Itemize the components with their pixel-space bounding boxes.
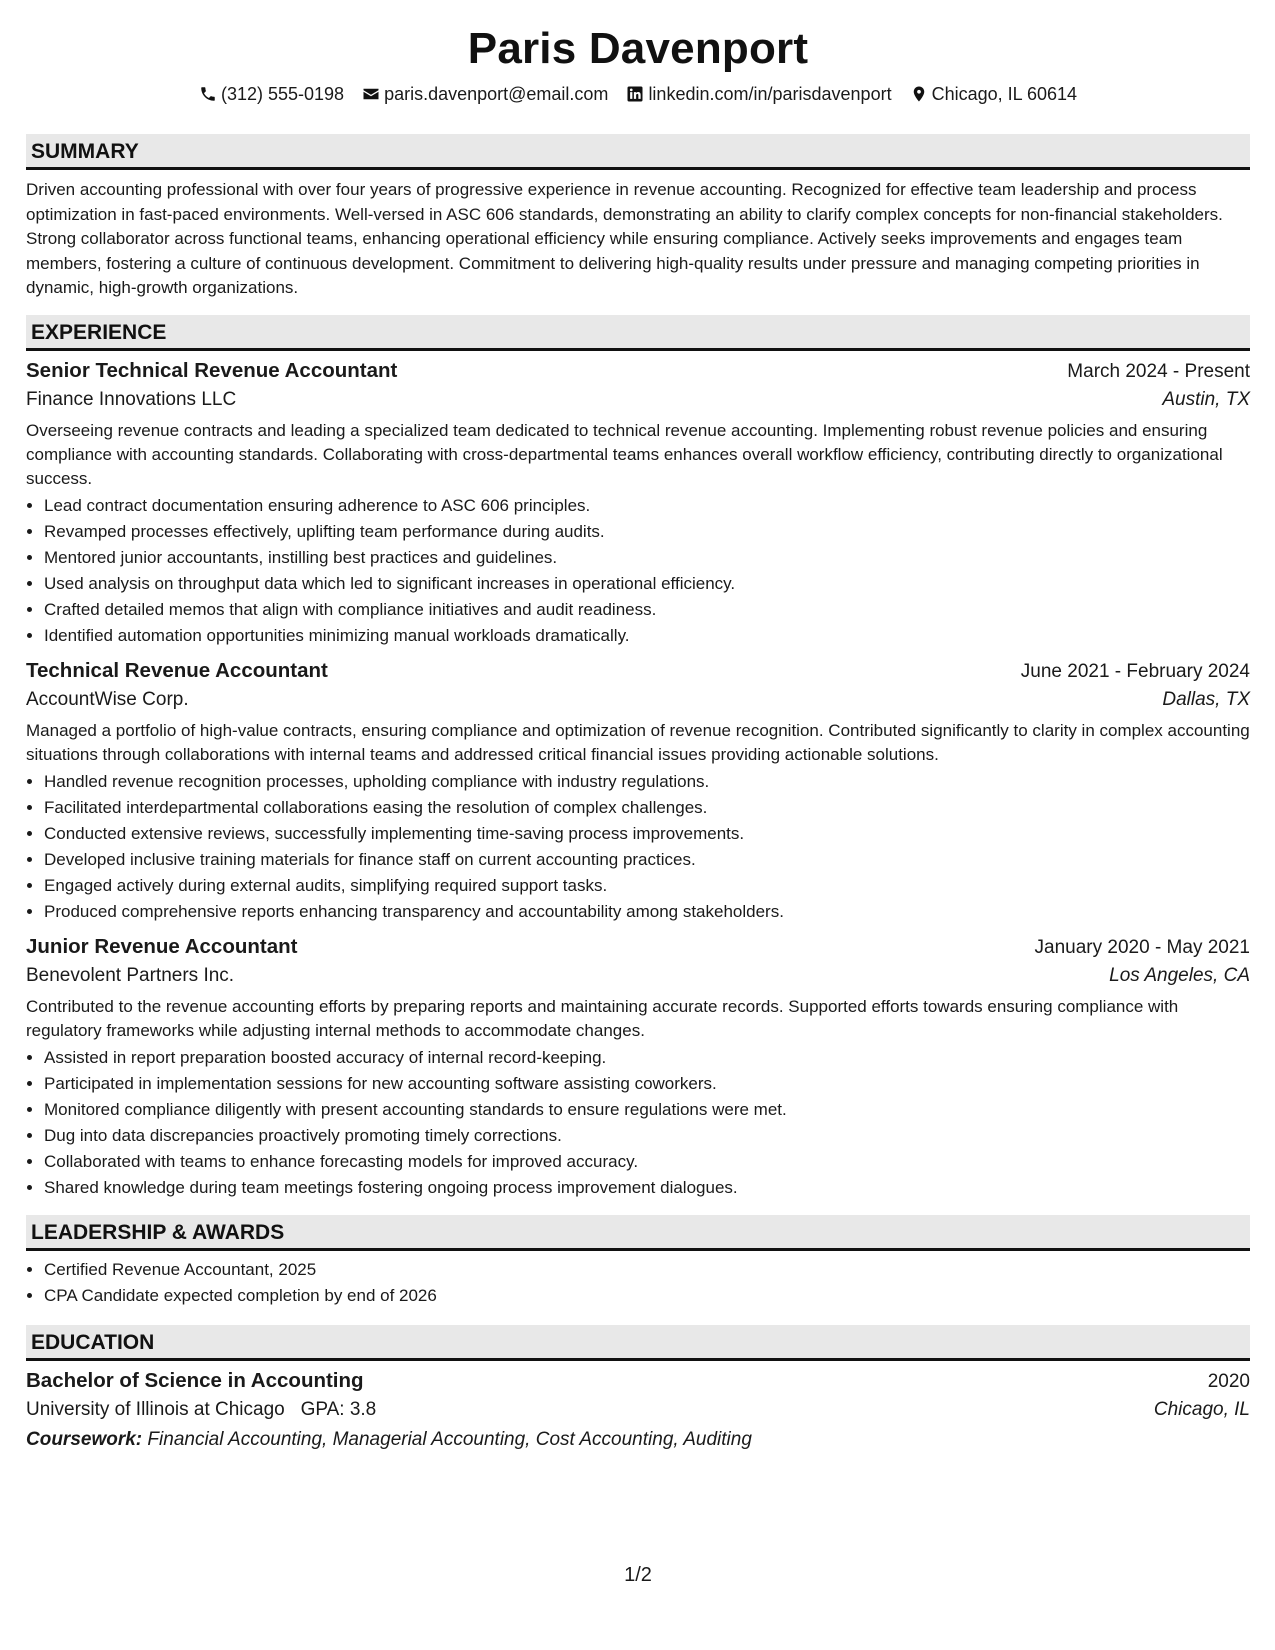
- list-item: • Collaborated with teams to enhance forecasting models for improved accuracy.: [44, 1149, 1250, 1175]
- job-bullets: [26, 493, 1250, 649]
- job-entry: [26, 659, 1250, 925]
- degree-title: Bachelor of Science in Accounting: [26, 1368, 364, 1392]
- contact-linkedin[interactable]: [626, 82, 891, 106]
- leadership-section: [26, 1215, 1250, 1309]
- job-bullets: [26, 769, 1250, 925]
- phone-icon: [199, 85, 217, 103]
- list-item: • Engaged actively during external audits, simplifying required support tasks.: [44, 873, 1250, 899]
- contact-bar: [26, 82, 1250, 106]
- list-item: • Used analysis on throughput data which led to significant increases in operational efficiency.: [44, 571, 1250, 597]
- list-item: • Participated in implementation sessions for new accounting software assisting coworkers.: [44, 1071, 1250, 1097]
- job-dates: June 2021 - February 2024: [1020, 660, 1250, 682]
- gpa: GPA: 3.8: [300, 1398, 377, 1420]
- page-number: 1/2: [624, 1564, 652, 1586]
- job-title: Senior Technical Revenue Accountant: [26, 358, 398, 382]
- job-description: Contributed to the revenue accounting efforts by preparing reports and maintaining accurate records. Supported efforts towards ensuring compliance with regulatory frameworks while adjusting internal methods to accommodate changes.: [26, 996, 1179, 1040]
- list-item: • Monitored compliance diligently with present accounting standards to ensure regulations were met.: [44, 1097, 1250, 1123]
- job-title: Junior Revenue Accountant: [26, 934, 298, 958]
- job-bullets: [26, 1045, 1250, 1201]
- job-dates: January 2020 - May 2021: [1034, 936, 1250, 958]
- graduation-year: 2020: [1207, 1370, 1250, 1392]
- location-text: Chicago, IL 60614: [931, 84, 1078, 104]
- coursework-label: Coursework:: [26, 1428, 143, 1450]
- school-location: Chicago, IL: [1153, 1398, 1250, 1420]
- list-item: • Identified automation opportunities minimizing manual workloads dramatically.: [44, 623, 1250, 649]
- section-heading-summary: SUMMARY: [26, 134, 1250, 170]
- job-entry: [26, 359, 1250, 649]
- job-location: Dallas, TX: [1162, 688, 1250, 710]
- email-link[interactable]: paris.davenport@email.com: [384, 84, 609, 104]
- job-location: Austin, TX: [1162, 388, 1250, 410]
- list-item: • Assisted in report preparation boosted accuracy of internal record-keeping.: [44, 1045, 1250, 1071]
- section-heading-leadership: LEADERSHIP & AWARDS: [26, 1215, 1250, 1251]
- list-item: • Dug into data discrepancies proactively promoting timely corrections.: [44, 1123, 1250, 1149]
- job-title: Technical Revenue Accountant: [26, 658, 328, 682]
- list-item: • Lead contract documentation ensuring adherence to ASC 606 principles.: [44, 493, 1250, 519]
- list-item: • Shared knowledge during team meetings fostering ongoing process improvement dialogues.: [44, 1175, 1250, 1201]
- company-name: AccountWise Corp.: [26, 688, 189, 710]
- job-description: Overseeing revenue contracts and leading a specialized team dedicated to technical revenue accounting. Implementing robust revenue policies and ensuring compliance with accounting standards. Collaborating with cross-departmental teams enhances overall workflow efficiency, contributing directly to organizational success.: [26, 420, 1223, 488]
- list-item: • Certified Revenue Accountant, 2025: [44, 1257, 1250, 1283]
- list-item: • CPA Candidate expected completion by end of 2026: [44, 1283, 1250, 1309]
- list-item: • Handled revenue recognition processes, upholding compliance with industry regulations.: [44, 769, 1250, 795]
- list-item: • Developed inclusive training materials for finance staff on current accounting practices.: [44, 847, 1250, 873]
- list-item: • Crafted detailed memos that align with compliance initiatives and audit readiness.: [44, 597, 1250, 623]
- job-location: Los Angeles, CA: [1109, 964, 1250, 986]
- contact-phone: [199, 82, 344, 106]
- section-heading-experience: EXPERIENCE: [26, 315, 1250, 351]
- section-heading-education: EDUCATION: [26, 1325, 1250, 1361]
- summary-text: Driven accounting professional with over four years of progressive experience in revenue accounting. Recognized for effective team leadership and process optimization in fast-paced environments. Well-versed in ASC 606 standards, demonstrating an ability to clarify complex concepts for non-financial stakeholders. Strong collaborator across functional teams, enhancing operational efficiency while ensuring compliance. Actively seeks improvements and engages team members, fostering a culture of continuous development. Commitment to delivering high-quality results under pressure and managing competing priorities in dynamic, high-growth organizations.: [26, 180, 1223, 297]
- map-pin-icon: [910, 85, 928, 103]
- school-line: [26, 1399, 376, 1421]
- summary-section: [26, 134, 1250, 301]
- experience-section: [26, 315, 1250, 1201]
- job-description: Managed a portfolio of high-value contracts, ensuring compliance and optimization of revenue recognition. Contributed significantly to clarity in complex accounting situations through collaborations with internal teams and addressed critical financial issues providing actionable solutions.: [26, 720, 1250, 764]
- linkedin-link[interactable]: linkedin.com/in/parisdavenport: [648, 84, 892, 104]
- candidate-name: Paris Davenport: [467, 24, 809, 73]
- contact-email[interactable]: [362, 82, 608, 106]
- phone-text: (312) 555-0198: [220, 84, 345, 104]
- contact-location: [910, 82, 1077, 106]
- coursework-list: Financial Accounting, Managerial Accounting, Cost Accounting, Auditing: [147, 1428, 752, 1450]
- list-item: • Revamped processes effectively, uplifting team performance during audits.: [44, 519, 1250, 545]
- job-dates: March 2024 - Present: [1067, 360, 1250, 382]
- envelope-icon: [362, 85, 380, 103]
- school-name: University of Illinois at Chicago: [26, 1398, 285, 1420]
- company-name: Finance Innovations LLC: [26, 388, 237, 410]
- list-item: • Produced comprehensive reports enhancing transparency and accountability among stakeholders.: [44, 899, 1250, 925]
- company-name: Benevolent Partners Inc.: [26, 964, 235, 986]
- leadership-list: [26, 1257, 1250, 1309]
- coursework-line: [26, 1429, 1250, 1451]
- linkedin-icon: [626, 85, 644, 103]
- list-item: • Mentored junior accountants, instilling best practices and guidelines.: [44, 545, 1250, 571]
- list-item: • Conducted extensive reviews, successfully implementing time-saving process improvements.: [44, 821, 1250, 847]
- job-entry: [26, 935, 1250, 1201]
- resume-page: [26, 0, 1250, 1650]
- list-item: • Facilitated interdepartmental collaborations easing the resolution of complex challenges.: [44, 795, 1250, 821]
- education-section: [26, 1325, 1250, 1451]
